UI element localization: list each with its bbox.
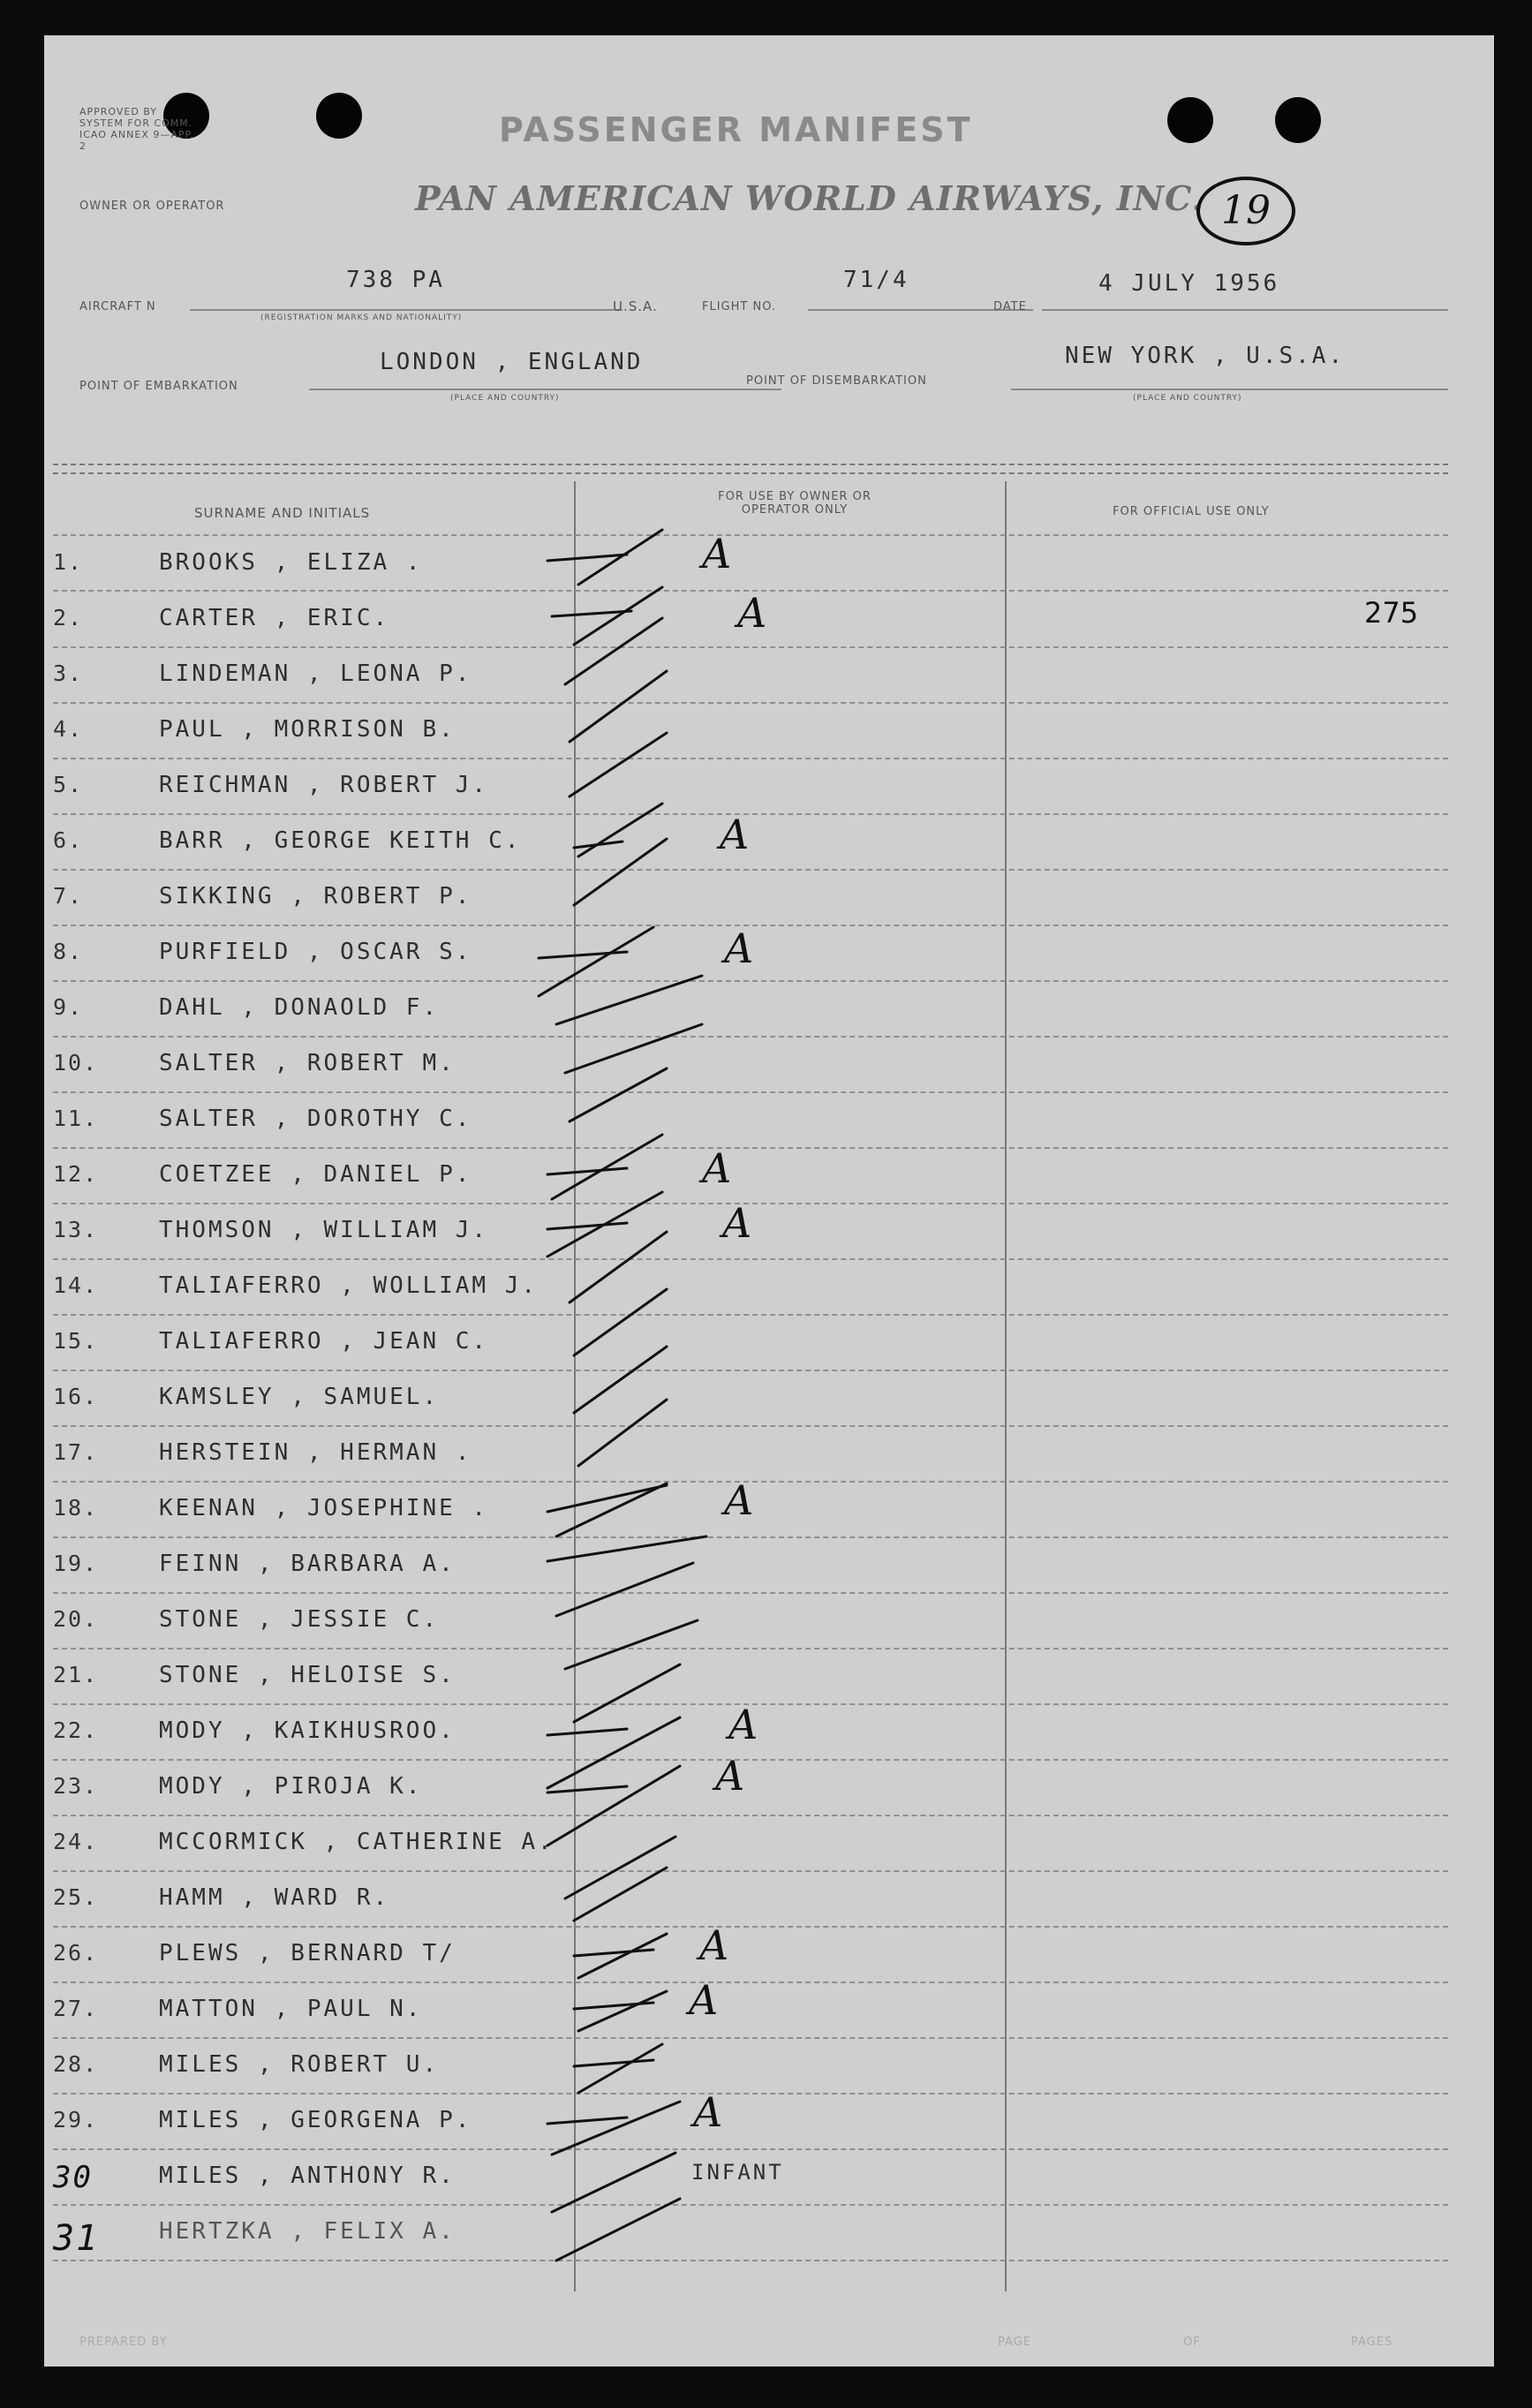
tick-mark: [539, 927, 653, 996]
passenger-number: 26.: [53, 1940, 99, 1966]
tick-mark: [574, 1289, 667, 1355]
column-header-owner: FOR USE BY OWNER OR OPERATOR ONLY: [718, 490, 872, 517]
passenger-number-handwritten: 31: [53, 2218, 100, 2259]
passenger-number: 5.: [53, 772, 84, 797]
passenger-number: 7.: [53, 883, 84, 909]
approval-mark: A: [715, 1752, 745, 1800]
passenger-name: SIKKING , ROBERT P.: [159, 883, 472, 910]
passenger-number: 10.: [53, 1050, 99, 1076]
passenger-name: PLEWS , BERNARD T/: [159, 1940, 456, 1966]
tick-mark: [547, 1223, 627, 1229]
aircraft-value: 738 PA: [346, 267, 445, 293]
sheet-number-text: 19: [1221, 188, 1271, 233]
tick-mark: [565, 1620, 698, 1669]
passenger-name: STONE , HELOISE S.: [159, 1662, 456, 1688]
tick-mark: [539, 952, 627, 958]
passenger-name: MCCORMICK , CATHERINE A.: [159, 1829, 555, 1855]
passenger-name: HAMM , WARD R.: [159, 1884, 390, 1911]
tick-mark: [578, 2044, 662, 2093]
nationality: U.S.A.: [613, 298, 658, 314]
tick-marks: [44, 35, 1494, 2366]
flight-label: FLIGHT NO.: [702, 300, 777, 313]
passenger-name: STONE , JESSIE C.: [159, 1606, 440, 1633]
approval-mark: A: [724, 925, 754, 972]
footer-pages: PAGES: [1351, 2336, 1393, 2349]
passenger-number: 8.: [53, 939, 84, 964]
passenger-name: COETZEE , DANIEL P.: [159, 1161, 472, 1188]
date-label: DATE: [993, 300, 1027, 313]
passenger-name: TALIAFERRO , JEAN C.: [159, 1328, 489, 1355]
tick-mark: [556, 1483, 667, 1536]
approval-mark: A: [693, 2088, 723, 2136]
passenger-number: 11.: [53, 1106, 99, 1131]
passenger-name: SALTER , ROBERT M.: [159, 1050, 456, 1076]
tick-mark: [570, 733, 667, 796]
approval-mark: A: [737, 589, 767, 637]
approval-mark: A: [728, 1701, 758, 1748]
aircraft-caption: (REGISTRATION MARKS AND NATIONALITY): [260, 313, 463, 322]
embarkation-caption: (PLACE AND COUNTRY): [450, 394, 560, 403]
passenger-name: REICHMAN , ROBERT J.: [159, 772, 489, 798]
passenger-number: 2.: [53, 605, 84, 630]
passenger-name: KAMSLEY , SAMUEL.: [159, 1384, 440, 1410]
tick-mark: [574, 839, 667, 905]
tick-mark: [570, 1232, 667, 1302]
tick-mark: [574, 2060, 653, 2066]
passenger-number: 18.: [53, 1495, 99, 1521]
approval-mark: A: [699, 1921, 729, 1969]
passenger-number: 4.: [53, 716, 84, 742]
passenger-number: 15.: [53, 1328, 99, 1354]
passenger-name: MODY , KAIKHUSROO.: [159, 1717, 456, 1744]
column-header-official: FOR OFFICIAL USE ONLY: [1113, 505, 1270, 518]
passenger-name: MILES , GEORGENA P.: [159, 2107, 472, 2133]
footer-of: OF: [1183, 2336, 1201, 2349]
manifest-sheet: [44, 35, 1494, 2366]
passenger-number-handwritten: 30: [53, 2160, 93, 2195]
passenger-name: MATTON , PAUL N.: [159, 1996, 423, 2022]
passenger-number: 27.: [53, 1996, 99, 2021]
infant-note: INFANT: [691, 2160, 784, 2185]
passenger-name: MILES , ROBERT U.: [159, 2051, 440, 2078]
embarkation-label: POINT OF EMBARKATION: [79, 380, 238, 393]
official-use-value: 275: [1364, 596, 1419, 630]
tick-mark: [547, 1536, 706, 1561]
passenger-number: 22.: [53, 1717, 99, 1743]
passenger-number: 23.: [53, 1773, 99, 1799]
tick-mark: [574, 1347, 667, 1413]
tick-mark: [574, 587, 662, 645]
tick-mark: [547, 1485, 667, 1512]
approval-mark: A: [720, 811, 750, 858]
passenger-number: 28.: [53, 2051, 99, 2077]
tick-mark: [547, 1168, 627, 1174]
passenger-name: FEINN , BARBARA A.: [159, 1551, 456, 1577]
approval-mark: A: [724, 1476, 754, 1524]
passenger-name: HERSTEIN , HERMAN .: [159, 1439, 472, 1466]
tick-mark: [556, 2199, 680, 2261]
operator-name: PAN AMERICAN WORLD AIRWAYS, INC.: [415, 178, 1204, 218]
tick-mark: [552, 2102, 680, 2155]
passenger-number: 6.: [53, 827, 84, 853]
passenger-number: 3.: [53, 661, 84, 686]
footer-page: PAGE: [998, 2336, 1031, 2349]
aircraft-label: AIRCRAFT N: [79, 300, 156, 313]
passenger-name: MILES , ANTHONY R.: [159, 2163, 456, 2189]
tick-mark: [556, 976, 702, 1024]
passenger-number: 19.: [53, 1551, 99, 1576]
passenger-number: 17.: [53, 1439, 99, 1465]
passenger-name: THOMSON , WILLIAM J.: [159, 1217, 489, 1243]
passenger-name: HERTZKA , FELIX A.: [159, 2218, 456, 2245]
passenger-name: KEENAN , JOSEPHINE .: [159, 1495, 489, 1521]
tick-mark: [578, 804, 662, 857]
tick-mark: [570, 1068, 667, 1121]
passenger-name: BARR , GEORGE KEITH C.: [159, 827, 522, 854]
passenger-name: TALIAFERRO , WOLLIAM J.: [159, 1272, 539, 1299]
flight-value: 71/4: [843, 267, 909, 293]
tick-mark: [578, 1991, 667, 2031]
passenger-name: CARTER , ERIC.: [159, 605, 390, 631]
embarkation-value: LONDON , ENGLAND: [380, 349, 644, 375]
column-header-names: SURNAME AND INITIALS: [194, 505, 371, 521]
passenger-number: 13.: [53, 1217, 99, 1242]
passenger-name: PAUL , MORRISON B.: [159, 716, 456, 743]
approval-mark: A: [689, 1976, 719, 2024]
tick-mark: [570, 671, 667, 742]
passenger-number: 21.: [53, 1662, 99, 1687]
passenger-number: 9.: [53, 994, 84, 1020]
owner-label: OWNER OR OPERATOR: [79, 200, 225, 213]
passenger-name: MODY , PIROJA K.: [159, 1773, 423, 1800]
tick-mark: [578, 1934, 667, 1978]
passenger-number: 20.: [53, 1606, 99, 1632]
passenger-name: BROOKS , ELIZA .: [159, 549, 423, 576]
tick-mark: [552, 2153, 675, 2212]
tick-mark: [565, 1024, 702, 1073]
tick-mark: [565, 1837, 675, 1898]
approval-mark: A: [702, 1144, 732, 1192]
date-value: 4 JULY 1956: [1098, 270, 1280, 297]
tick-mark: [552, 1135, 662, 1199]
tick-mark: [547, 2117, 627, 2124]
passenger-name: LINDEMAN , LEONA P.: [159, 661, 472, 687]
tick-mark: [565, 618, 662, 684]
approval-mark: A: [722, 1199, 752, 1247]
passenger-number: 29.: [53, 2107, 99, 2132]
disembarkation-value: NEW YORK , U.S.A.: [1065, 343, 1346, 369]
passenger-number: 25.: [53, 1884, 99, 1910]
passenger-number: 1.: [53, 549, 84, 575]
tick-mark: [578, 1400, 667, 1466]
form-title: PASSENGER MANIFEST: [499, 110, 973, 149]
passenger-number: 14.: [53, 1272, 99, 1298]
passenger-number: 12.: [53, 1161, 99, 1187]
tick-mark: [547, 1786, 627, 1793]
approval-mark: A: [702, 530, 732, 577]
footer-prepared-by: PREPARED BY: [79, 2336, 168, 2349]
tick-mark: [574, 1950, 653, 1956]
tick-mark: [556, 1563, 693, 1616]
tick-mark: [574, 1868, 667, 1921]
disembarkation-label: POINT OF DISEMBARKATION: [746, 374, 927, 388]
tick-mark: [574, 1664, 680, 1722]
passenger-name: SALTER , DOROTHY C.: [159, 1106, 472, 1132]
passenger-number: 16.: [53, 1384, 99, 1409]
passenger-name: PURFIELD , OSCAR S.: [159, 939, 472, 965]
passenger-name: DAHL , DONAOLD F.: [159, 994, 440, 1021]
tick-mark: [547, 1729, 627, 1735]
passenger-number: 24.: [53, 1829, 99, 1854]
disembarkation-caption: (PLACE AND COUNTRY): [1133, 394, 1242, 403]
approval-note: APPROVED BY SYSTEM FOR COMM. ICAO ANNEX 9—APP. 2: [79, 106, 194, 152]
